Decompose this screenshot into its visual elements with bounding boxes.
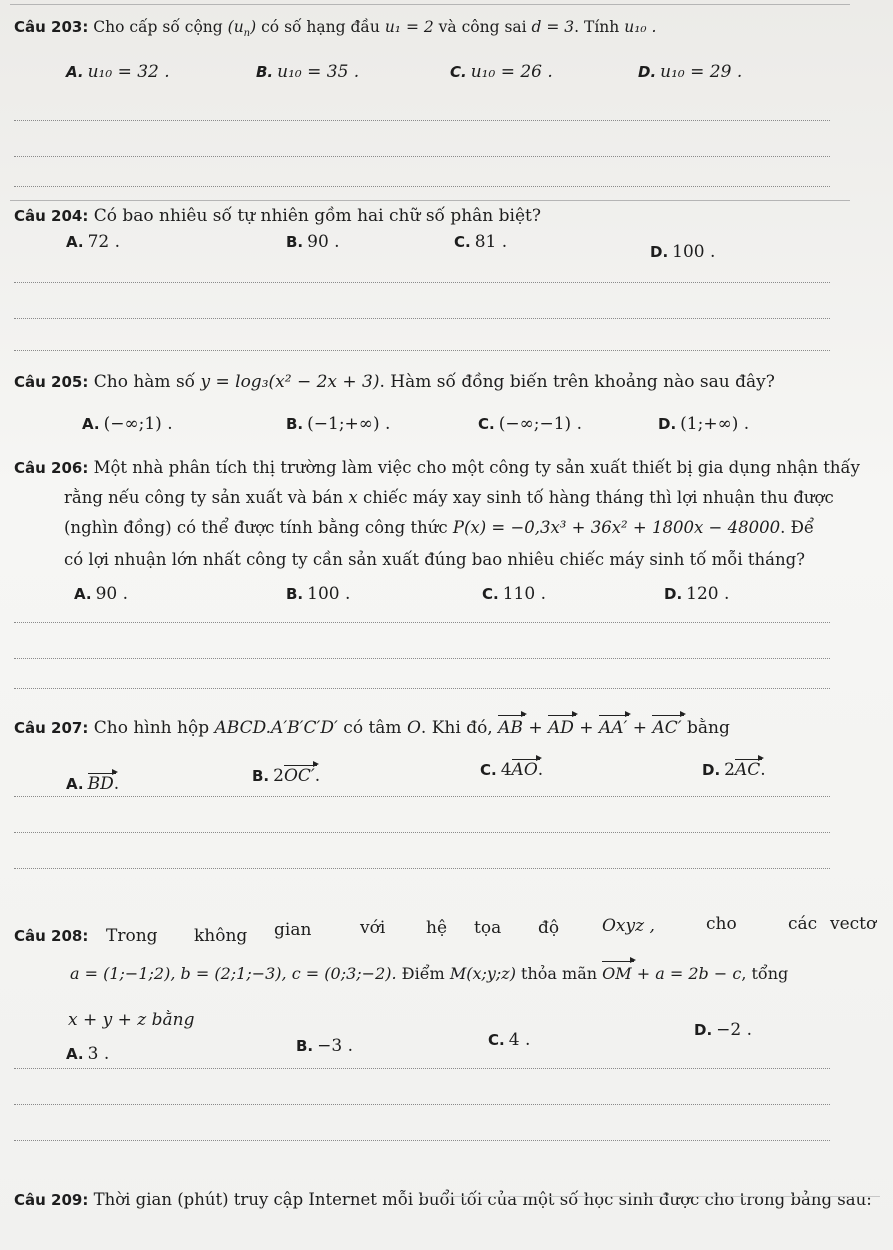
question-203 — [14, 16, 880, 42]
question-208-line3 — [68, 1008, 368, 1033]
question-text: có số hạng đầu — [261, 18, 380, 36]
question-text: . Tính — [574, 18, 620, 36]
answer-line — [14, 318, 830, 319]
question-text: vectơ — [830, 914, 877, 934]
question-text: gian — [274, 920, 312, 940]
function-formula: y = log₃(x² − 2x + 3) — [200, 372, 380, 392]
first-term: u₁ = 2 — [384, 18, 434, 36]
question-text: Cho hình hộp — [93, 718, 210, 738]
question-text: có lợi nhuận lớn nhất công ty cần sản xuất đúng bao nhiêu chiếc máy sinh tố mỗi tháng? — [64, 549, 805, 569]
question-number: Câu 207: — [14, 719, 89, 737]
question-text: chiếc máy xay sinh tố hàng tháng thì lợi nhuận thu được — [362, 487, 834, 507]
vector-ad: AD — [548, 716, 574, 741]
question-205 — [14, 370, 880, 395]
question-text: Thời gian (phút) truy cập Internet mỗi buổi tối của một số học sinh được cho trong bảng sau: — [93, 1190, 872, 1209]
option-c[interactable]: C. u₁₀ = 26 . — [450, 62, 553, 82]
answer-line — [14, 282, 830, 283]
question-204 — [14, 204, 880, 229]
section-rule — [10, 200, 850, 201]
question-text: . Hàm số đồng biến trên khoảng nào sau đây? — [379, 372, 775, 392]
target-term: u₁₀ . — [624, 18, 657, 36]
option-b[interactable]: B. −3 . — [296, 1036, 354, 1056]
question-text: cho — [706, 914, 737, 934]
option-d[interactable]: D. 120 . — [664, 584, 730, 604]
box-name: ABCD.A′B′C′D′ — [214, 718, 338, 738]
answer-options — [66, 760, 846, 794]
question-text: độ — [538, 918, 560, 938]
plus-sign: + — [632, 718, 648, 738]
option-d[interactable]: D. u₁₀ = 29 . — [638, 62, 743, 82]
question-207 — [14, 716, 880, 741]
profit-formula: P(x) = −0,3x³ + 36x² + 1800x − 48000 — [452, 517, 781, 537]
question-208 — [14, 896, 880, 946]
question-209 — [14, 1188, 880, 1212]
question-text: (nghìn đồng) có thể được tính bằng công thức — [64, 517, 448, 537]
vector-ab: AB — [498, 716, 523, 741]
option-b[interactable]: B. 100 . — [286, 584, 351, 604]
option-d[interactable]: D. (1;+∞) . — [658, 414, 750, 434]
answer-line — [14, 658, 830, 659]
question-208-line2 — [70, 962, 880, 985]
question-text: , tổng — [741, 964, 789, 983]
option-a[interactable]: A. u₁₀ = 32 . — [66, 62, 170, 82]
option-b[interactable]: B. 90 . — [286, 232, 340, 252]
option-d[interactable]: D. 100 . — [650, 242, 716, 262]
question-text: không — [194, 926, 248, 946]
option-a[interactable]: A. 72 . — [66, 232, 121, 252]
option-a[interactable]: A. 90 . — [74, 584, 129, 604]
answer-line — [14, 1068, 830, 1069]
question-text: với — [360, 918, 386, 938]
option-c[interactable]: C. 4AO. — [480, 760, 544, 780]
answer-line — [14, 350, 830, 351]
question-text: x + y + z bằng — [68, 1010, 195, 1030]
answer-line — [14, 796, 830, 797]
option-c[interactable]: C. (−∞;−1) . — [478, 414, 582, 434]
question-text: có tâm — [343, 718, 402, 738]
vector-om: OM — [602, 962, 632, 985]
option-a[interactable]: A. BD. — [66, 774, 120, 794]
question-206 — [14, 456, 880, 572]
section-rule — [420, 1196, 880, 1197]
question-text: các — [788, 914, 818, 934]
plus-sign: + — [579, 718, 594, 738]
answer-line — [14, 868, 830, 869]
question-text: Cho hàm số — [93, 372, 196, 392]
option-c[interactable]: C. 81 . — [454, 232, 508, 252]
question-text: và công sai — [438, 18, 527, 36]
vector-aa-prime: AA′ — [599, 716, 627, 741]
question-text: Có bao nhiêu số tự nhiên gồm hai chữ số phân biệt? — [93, 206, 541, 226]
point-m: M(x;y;z) — [449, 964, 516, 983]
vector-b-def: b = (2;1;−3), — [180, 964, 287, 983]
option-d[interactable]: D. −2 . — [694, 1020, 753, 1040]
answer-options — [66, 62, 846, 86]
option-c[interactable]: C. 110 . — [482, 584, 546, 604]
answer-line — [14, 120, 830, 121]
sequence-symbol: $(u_n)$ — [227, 18, 257, 40]
question-text: rằng nếu công ty sản xuất và bán — [64, 487, 344, 507]
top-rule — [10, 4, 850, 5]
answer-line — [14, 1104, 830, 1105]
option-b[interactable]: B. 2OC′. — [252, 766, 321, 786]
answer-options — [66, 584, 846, 608]
center-point: O — [406, 718, 421, 738]
option-c[interactable]: C. 4 . — [488, 1030, 531, 1050]
coordinate-system: Oxyz , — [602, 916, 655, 936]
answer-line — [14, 832, 830, 833]
question-text: . Để — [780, 517, 815, 537]
question-text: Trong — [106, 926, 158, 946]
question-number: Câu 209: — [14, 1191, 89, 1209]
question-number: Câu 208: — [14, 927, 89, 945]
question-text: Điểm — [401, 964, 445, 983]
option-b[interactable]: B. u₁₀ = 35 . — [256, 62, 360, 82]
question-text: thỏa mãn — [521, 964, 598, 983]
answer-line — [14, 1140, 830, 1141]
question-number: Câu 205: — [14, 373, 89, 391]
question-text: Một nhà phân tích thị trường làm việc cho một công ty sản xuất thiết bị gia dụng nhận thấy — [93, 458, 860, 477]
answer-line — [14, 156, 830, 157]
answer-options — [66, 232, 846, 262]
answer-line — [14, 186, 830, 187]
option-b[interactable]: B. (−1;+∞) . — [286, 414, 391, 434]
answer-line — [14, 688, 830, 689]
question-number: Câu 206: — [14, 459, 89, 477]
vector-equation: + a = 2b − c — [636, 964, 742, 983]
vector-ac-prime: AC′ — [652, 716, 681, 741]
answer-line — [14, 622, 830, 623]
question-text: Cho cấp số cộng — [93, 18, 223, 36]
option-d[interactable]: D. 2AC. — [702, 760, 766, 780]
question-number: Câu 203: — [14, 18, 89, 36]
option-a[interactable]: A. 3 . — [66, 1044, 110, 1064]
vector-c-def: c = (0;3;−2). — [291, 964, 397, 983]
question-text: tọa — [474, 918, 502, 938]
option-a[interactable]: A. (−∞;1) . — [82, 414, 173, 434]
common-difference: d = 3 — [531, 18, 575, 36]
question-number: Câu 204: — [14, 207, 89, 225]
question-text: bằng — [687, 718, 730, 738]
question-text: . Khi đó, — [420, 718, 493, 738]
vector-a-def: a = (1;−1;2), — [70, 964, 176, 983]
plus-sign: + — [528, 718, 543, 738]
variable-x: x — [348, 487, 358, 507]
answer-options — [66, 414, 846, 438]
question-text: hệ — [426, 918, 448, 938]
